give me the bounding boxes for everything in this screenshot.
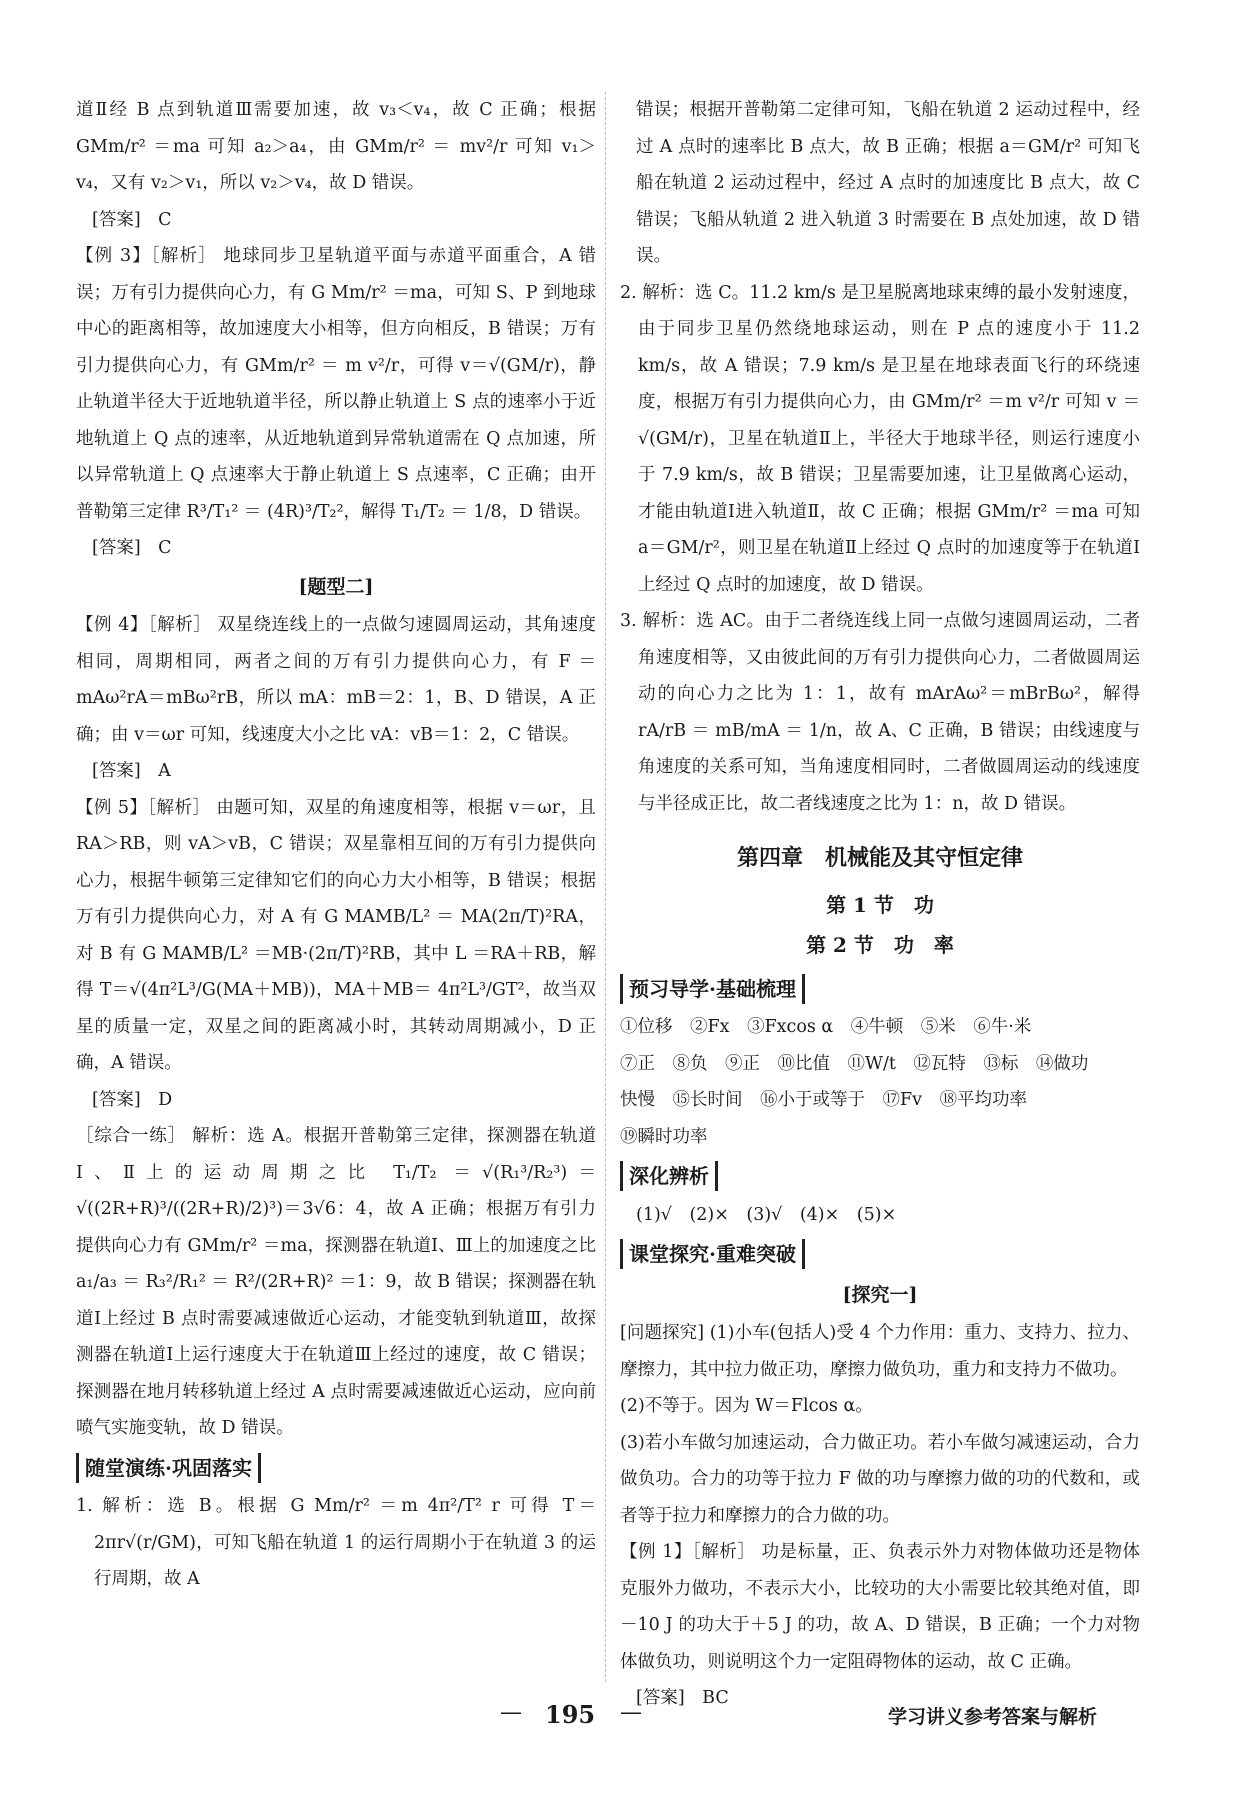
- answer: [答案] C: [92, 538, 172, 558]
- paragraph: 道Ⅱ经 B 点到轨道Ⅲ需要加速，故 v₃＜v₄，故 C 正确；根据 GMm/r² ＝ma 可知 a₂＞a₄，由 GMm/r² ＝ mv²/r 可知 v₁＞v₄，又有 v₂＞v₁，所以 v₂＞v₄，故 D 错误。: [76, 100, 596, 193]
- answer: [答案] BC: [636, 1688, 729, 1708]
- section-header: 预习导学·基础梳理: [620, 974, 805, 1004]
- footer-dash: —: [500, 1700, 522, 1725]
- fill-answers: ⑲瞬时功率: [620, 1126, 708, 1147]
- example-1: 【例 1】［解析］ 功是标量，正、负表示外力对物体做功还是物体克服外力做功，不表示大小，比较功的大小需要比较其绝对值，即 －10 J 的功大于＋5 J 的功，故 A、D 错误，B 正确；一个力对物体做负功，则说明这个力一定阻碍物体的运动，故 C 正确。: [620, 1542, 1140, 1672]
- left-column: [76, 92, 596, 1598]
- problem-inquiry: [问题探究] (1)小车(包括人)受 4 个力作用：重力、支持力、拉力、摩擦力，其中拉力做正功，摩擦力做负功，重力和支持力不做功。: [620, 1323, 1140, 1380]
- question-3: 3. 解析：选 AC。由于二者绕连线上同一点做匀速圆周运动，二者角速度相等，又由彼此间的万有引力提供向心力，二者做圆周运动的向心力之比为 1：1，故有 mArAω²＝mBrBω²，解得 rA/rB ＝ mB/mA ＝ 1/n，故 A、C 正确，B 错误；由线速度与角速度的关系可知，当角速度相同时，二者做圆周运动的线速度与半径成正比，故二者线速度之比为 1：n，故 D 错误。: [620, 611, 1140, 814]
- judge-answers: (1)√ (2)× (3)√ (4)× (5)×: [636, 1204, 897, 1225]
- example-5: 【例 5】［解析］ 由题可知，双星的角速度相等，根据 v＝ωr，且 RA＞RB，则 vA＞vB，C 错误；双星靠相互间的万有引力提供向心力，根据牛顿第三定律知它们的向心力大小相等，B 错误；根据万有引力提供向心力，对 A 有 G MAMB/L² ＝ MA(2π/T)²RA，对 B 有 G MAMB/L² ＝MB·(2π/T)²RB，其中 L ＝RA＋RB，解得 T＝√(4π²L³/G(MA＋MB))，MA＋MB＝ 4π²L³/GT²，故当双星的质量一定，双星之间的距离减小时，其转动周期减小，D 正确，A 错误。: [76, 797, 596, 1073]
- example-4: 【例 4】［解析］ 双星绕连线上的一点做匀速圆周运动，其角速度相同，周期相同，两者之间的万有引力提供向心力，有 F ＝mAω²rA＝mBω²rB，所以 mA：mB＝2：1，B、D 错误，A 正确；由 v＝ωr 可知，线速度大小之比 vA：vB＝1：2，C 错误。: [76, 615, 596, 745]
- problem-inquiry: (3)若小车做匀加速运动，合力做正功。若小车做匀减速运动，合力做负功。合力的功等于拉力 F 做的功与摩擦力做的功的代数和，或者等于拉力和摩擦力的合力做的功。: [620, 1432, 1140, 1526]
- page-number: 195: [545, 1700, 596, 1729]
- fill-answers: 快慢 ⑮长时间 ⑯小于或等于 ⑰Fv ⑱平均功率: [620, 1090, 1028, 1110]
- fill-answers: ⑦正 ⑧负 ⑨正 ⑩比值 ⑪W/t ⑫瓦特 ⑬标 ⑭做功: [620, 1053, 1089, 1074]
- paragraph: 错误；根据开普勒第二定律可知，飞船在轨道 2 运动过程中，经过 A 点时的速率比 B 点大，故 B 正确；根据 a＝GM/r² 可知飞船在轨道 2 运动过程中，经过 A 点时的加速度比 B 点大，故 C 错误；飞船从轨道 2 进入轨道 3 时需要在 B 点处加速，故 D 错误。: [636, 100, 1140, 266]
- answer: [答案] A: [92, 761, 171, 781]
- chapter-title: 第四章 机械能及其守恒定律: [736, 845, 1023, 871]
- answer: [答案] C: [92, 209, 172, 230]
- fill-answers: ①位移 ②Fx ③Fxcos α ④牛顿 ⑤米 ⑥牛·米: [620, 1017, 1032, 1037]
- section-title: 第 1 节 功: [826, 892, 934, 917]
- section-title: 第 2 节 功 率: [806, 933, 954, 957]
- answer: [答案] D: [92, 1089, 173, 1110]
- right-column: [620, 92, 1140, 1717]
- column-divider: [605, 92, 607, 1682]
- section-header: 深化辨析: [620, 1161, 718, 1191]
- section-header: 随堂演练·巩固落实: [76, 1453, 261, 1483]
- example-3: 【例 3】［解析］ 地球同步卫星轨道平面与赤道平面重合，A 错误；万有引力提供向心力，有 G Mm/r² ＝ma，可知 S、P 到地球中心的距离相等，故加速度大小相等，但方向相反，B 错误；万有引力提供向心力，有 GMm/r² ＝ m v²/r，可得 v＝√(GM/r)，静止轨道半径大于近地轨道半径，所以静止轨道上 S 点的速率小于近地轨道上 Q 点的速率，从近地轨道到异常轨道需在 Q 点加速，所以异常轨道上 Q 点速率大于静止轨道上 S 点速率，C 正确；由开普勒第三定律 R³/T₁² ＝ (4R)³/T₂²，解得 T₁/T₂ ＝ 1/8，D 错误。: [76, 246, 596, 522]
- footer-dash: —: [620, 1700, 642, 1725]
- footer-title: 学习讲义参考答案与解析: [888, 1706, 1098, 1728]
- question-1: 1. 解析：选 B。根据 G Mm/r² ＝m 4π²/T² r 可得 T＝2πr√(r/GM)，可知飞船在轨道 1 的运行周期小于在轨道 3 的运行周期，故 A: [76, 1496, 596, 1589]
- subsection-title: [探究一]: [842, 1283, 918, 1306]
- section-header: 课堂探究·重难突破: [620, 1239, 805, 1269]
- subsection-title: [题型二]: [298, 575, 374, 598]
- problem-inquiry: (2)不等于。因为 W＝Flcos α。: [620, 1396, 873, 1416]
- question-2: 2. 解析：选 C。11.2 km/s 是卫星脱离地球束缚的最小发射速度，由于同步卫星仍然绕地球运动，则在 P 点的速度小于 11.2 km/s，故 A 错误；7.9 km/s 是卫星在地球表面飞行的环绕速度，根据万有引力提供向心力，由 GMm/r² ＝m v²/r 可知 v ＝√(GM/r)，卫星在轨道Ⅱ上，半径大于地球半径，则运行速度小于 7.9 km/s，故 B 错误；卫星需要加速，让卫星做离心运动，才能由轨道Ⅰ进入轨道Ⅱ，故 C 正确；根据 GMm/r² ＝ma 可知 a＝GM/r²，则卫星在轨道Ⅱ上经过 Q 点时的加速度等于在轨道Ⅰ上经过 Q 点时的加速度，故 D 错误。: [620, 282, 1140, 595]
- comprehensive-practice: ［综合一练］ 解析：选 A。根据开普勒第三定律，探测器在轨道Ⅰ、Ⅱ上的运动周期之比 T₁/T₂ ＝√(R₁³/R₂³)＝√((2R+R)³/((2R+R)/2)³)＝3√6：4，故 A 正确；根据万有引力提供向心力有 GMm/r² ＝ma，探测器在轨道Ⅰ、Ⅲ上的加速度之比 a₁/a₃ ＝ R₃²/R₁² ＝ R²/(2R+R)² ＝1：9，故 B 错误；探测器在轨道Ⅰ上经过 B 点时需要减速做近心运动，才能变轨到轨道Ⅲ，故探测器在轨道Ⅰ上运行速度大于在轨道Ⅲ上经过的速度，故 C 错误；探测器在地月转移轨道上经过 A 点时需要减速做近心运动，应向前喷气实施变轨，故 D 错误。: [76, 1126, 596, 1438]
